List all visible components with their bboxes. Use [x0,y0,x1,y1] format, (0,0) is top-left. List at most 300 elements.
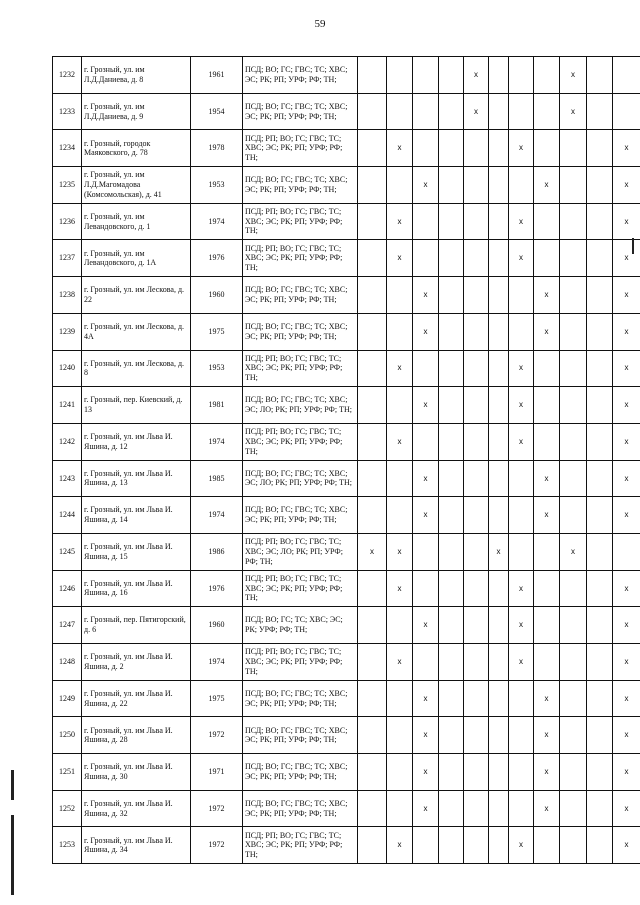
mark-cell [509,93,534,130]
year-cell: 1974 [191,203,243,240]
mark-cell [587,570,613,607]
mark-cell: x [387,203,413,240]
table-row [53,827,640,864]
address-cell: г. Грозный, ул. им Льва И. Яшина, д. 15 [82,533,191,570]
row-number: 1238 [53,277,82,314]
mark-cell [439,387,464,424]
mark-cell [587,790,613,827]
mark-cell [413,423,439,460]
mark-cell [358,350,387,387]
address-cell: г. Грозный, ул. им Лескова, д. 8 [82,350,191,387]
mark-cell [587,680,613,717]
mark-cell [560,680,587,717]
mark-cell: x [509,570,534,607]
mark-cell [560,717,587,754]
mark-cell [387,460,413,497]
row-number: 1236 [53,203,82,240]
mark-cell [489,387,509,424]
table-row [53,240,640,277]
mark-cell [387,717,413,754]
services-cell: ПСД; ВО; ГС; ГВС; ТС; ХВС; ЭС; РК; РП; УРФ; РФ; ТН; [243,313,358,350]
row-number: 1252 [53,790,82,827]
mark-cell [439,497,464,534]
mark-cell [358,130,387,167]
mark-cell: x [534,680,560,717]
mark-cell: x [509,607,534,644]
services-cell: ПСД; РП; ВО; ГС; ГВС; ТС; ХВС; ЭС; РК; РП; УРФ; РФ; ТН; [243,130,358,167]
address-cell: г. Грозный, ул. им Льва И. Яшина, д. 28 [82,717,191,754]
row-number: 1246 [53,570,82,607]
services-cell: ПСД; ВО; ГС; ГВС; ТС; ХВС; ЭС; РК; РП; УРФ; РФ; ТН; [243,790,358,827]
table-row [53,533,640,570]
mark-cell [464,570,489,607]
mark-cell [464,607,489,644]
services-cell: ПСД; РП; ВО; ГС; ГВС; ТС; ХВС; ЭС; РК; РП; УРФ; РФ; ТН; [243,644,358,681]
services-cell: ПСД; РП; ВО; ГС; ГВС; ТС; ХВС; ЭС; РК; РП; УРФ; РФ; ТН; [243,423,358,460]
mark-cell [534,644,560,681]
mark-cell [587,313,613,350]
mark-cell: x [613,460,640,497]
row-number: 1237 [53,240,82,277]
mark-cell: x [534,717,560,754]
address-cell: г. Грозный, ул. им Льва И. Яшина, д. 14 [82,497,191,534]
mark-cell [587,57,613,94]
mark-cell: x [613,423,640,460]
mark-cell [587,240,613,277]
mark-cell [358,387,387,424]
address-cell: г. Грозный, городок Маяковского, д. 78 [82,130,191,167]
mark-cell [560,460,587,497]
mark-cell [587,644,613,681]
mark-cell [439,680,464,717]
mark-cell [509,533,534,570]
mark-cell [439,533,464,570]
table-row [53,644,640,681]
year-cell: 1974 [191,497,243,534]
mark-cell: x [413,754,439,791]
mark-cell [560,754,587,791]
mark-cell: x [613,790,640,827]
year-cell: 1981 [191,387,243,424]
mark-cell [587,607,613,644]
mark-cell [439,130,464,167]
mark-cell: x [413,680,439,717]
mark-cell: x [509,827,534,864]
address-cell: г. Грозный, пер. Пятигорский, д. 6 [82,607,191,644]
mark-cell [587,387,613,424]
mark-cell [387,497,413,534]
mark-cell [587,93,613,130]
mark-cell: x [509,350,534,387]
mark-cell [387,607,413,644]
table-row [53,313,640,350]
services-cell: ПСД; ВО; ГС; ГВС; ТС; ХВС; ЭС; РК; РП; УРФ; РФ; ТН; [243,680,358,717]
mark-cell: x [534,460,560,497]
table-row [53,790,640,827]
mark-cell [358,460,387,497]
services-cell: ПСД; ВО; ГС; ГВС; ТС; ХВС; ЭС; РК; РП; УРФ; РФ; ТН; [243,167,358,204]
mark-cell [489,57,509,94]
address-cell: г. Грозный, ул. им Льва И. Яшина, д. 34 [82,827,191,864]
services-cell: ПСД; ВО; ГС; ГВС; ТС; ХВС; ЭС; ЛО; РК; РП; УРФ; РФ; ТН; [243,460,358,497]
mark-cell [560,607,587,644]
year-cell: 1953 [191,167,243,204]
mark-cell [387,680,413,717]
services-cell: ПСД; ВО; ГС; ГВС; ТС; ХВС; ЭС; ЛО; РК; РП; УРФ; РФ; ТН; [243,387,358,424]
mark-cell [387,790,413,827]
mark-cell [413,93,439,130]
services-cell: ПСД; РП; ВО; ГС; ГВС; ТС; ХВС; ЭС; ЛО; РК; РП; УРФ; РФ; ТН; [243,533,358,570]
address-cell: г. Грозный, ул. им Льва И. Яшина, д. 16 [82,570,191,607]
mark-cell [560,497,587,534]
mark-cell [464,350,489,387]
mark-cell: x [613,607,640,644]
year-cell: 1976 [191,570,243,607]
mark-cell [534,350,560,387]
mark-cell: x [509,130,534,167]
address-cell: г. Грозный, пер. Киевский, д. 13 [82,387,191,424]
mark-cell: x [387,130,413,167]
mark-cell: x [413,313,439,350]
mark-cell [489,460,509,497]
mark-cell [413,350,439,387]
mark-cell: x [413,497,439,534]
mark-cell [464,827,489,864]
mark-cell: x [413,607,439,644]
services-cell: ПСД; РП; ВО; ГС; ГВС; ТС; ХВС; ЭС; РК; РП; УРФ; РФ; ТН; [243,240,358,277]
mark-cell [613,93,640,130]
mark-cell [534,570,560,607]
mark-cell [439,203,464,240]
mark-cell: x [613,387,640,424]
housing-table [52,56,640,864]
mark-cell [587,497,613,534]
mark-cell: x [413,790,439,827]
mark-cell: x [387,350,413,387]
mark-cell [413,240,439,277]
year-cell: 1985 [191,460,243,497]
mark-cell [464,167,489,204]
mark-cell [489,423,509,460]
mark-cell [560,313,587,350]
mark-cell [534,130,560,167]
mark-cell [439,93,464,130]
table-row [53,460,640,497]
mark-cell [509,167,534,204]
table-row [53,203,640,240]
mark-cell [358,827,387,864]
mark-cell [509,460,534,497]
mark-cell: x [534,313,560,350]
mark-cell [560,644,587,681]
table-row [53,387,640,424]
mark-cell [464,790,489,827]
row-number: 1240 [53,350,82,387]
mark-cell: x [613,130,640,167]
table-row [53,130,640,167]
mark-cell [439,717,464,754]
mark-cell [489,313,509,350]
mark-cell [534,93,560,130]
page-number: 59 [314,18,326,30]
mark-cell: x [413,717,439,754]
table-row [53,57,640,94]
mark-cell [387,754,413,791]
mark-cell [489,167,509,204]
services-cell: ПСД; ВО; ГС; ГВС; ТС; ХВС; ЭС; РК; РП; УРФ; РФ; ТН; [243,57,358,94]
year-cell: 1972 [191,827,243,864]
year-cell: 1972 [191,717,243,754]
mark-cell [413,57,439,94]
mark-cell [358,313,387,350]
mark-cell [509,717,534,754]
mark-cell [534,607,560,644]
mark-cell: x [509,644,534,681]
mark-cell [587,203,613,240]
mark-cell [489,607,509,644]
year-cell: 1975 [191,313,243,350]
services-cell: ПСД; РП; ВО; ГС; ГВС; ТС; ХВС; ЭС; РК; РП; УРФ; РФ; ТН; [243,203,358,240]
year-cell: 1976 [191,240,243,277]
row-number: 1251 [53,754,82,791]
mark-cell [560,827,587,864]
mark-cell [464,313,489,350]
year-cell: 1975 [191,680,243,717]
mark-cell: x [413,387,439,424]
mark-cell: x [509,387,534,424]
mark-cell [534,240,560,277]
year-cell: 1978 [191,130,243,167]
mark-cell [560,387,587,424]
row-number: 1241 [53,387,82,424]
services-cell: ПСД; РП; ВО; ГС; ГВС; ТС; ХВС; ЭС; РК; РП; УРФ; РФ; ТН; [243,350,358,387]
table-row [53,570,640,607]
mark-cell [560,130,587,167]
mark-cell [464,533,489,570]
mark-cell [358,240,387,277]
mark-cell: x [413,167,439,204]
address-cell: г. Грозный, ул. им Льва И. Яшина, д. 22 [82,680,191,717]
mark-cell [358,93,387,130]
mark-cell [464,717,489,754]
mark-cell: x [387,423,413,460]
mark-cell: x [387,644,413,681]
row-number: 1243 [53,460,82,497]
mark-cell: x [613,644,640,681]
mark-cell: x [613,754,640,791]
row-number: 1245 [53,533,82,570]
mark-cell: x [509,240,534,277]
mark-cell [387,167,413,204]
address-cell: г. Грозный, ул. им Льва И. Яшина, д. 2 [82,644,191,681]
address-cell: г. Грозный, ул. им Льва И. Яшина, д. 32 [82,790,191,827]
mark-cell [587,423,613,460]
address-cell: г. Грозный, ул. им Лескова, д. 22 [82,277,191,314]
mark-cell [587,460,613,497]
table-row [53,93,640,130]
address-cell: г. Грозный, ул. им Л.Д.Магомадова (Комсомольская), д. 41 [82,167,191,204]
mark-cell [489,827,509,864]
mark-cell: x [613,570,640,607]
mark-cell: x [560,93,587,130]
mark-cell: x [613,277,640,314]
mark-cell [387,277,413,314]
mark-cell [439,570,464,607]
mark-cell: x [613,717,640,754]
address-cell: г. Грозный, ул. им Льва И. Яшина, д. 13 [82,460,191,497]
address-cell: г. Грозный, ул. им Левандовского, д. 1А [82,240,191,277]
address-cell: г. Грозный, ул. им Левандовского, д. 1 [82,203,191,240]
mark-cell [358,497,387,534]
row-number: 1234 [53,130,82,167]
mark-cell [358,277,387,314]
services-cell: ПСД; ВО; ГС; ГВС; ТС; ХВС; ЭС; РК; РП; УРФ; РФ; ТН; [243,497,358,534]
mark-cell [509,277,534,314]
mark-cell [509,497,534,534]
row-number: 1248 [53,644,82,681]
mark-cell [439,644,464,681]
mark-cell: x [534,277,560,314]
mark-cell: x [613,350,640,387]
table-row [53,167,640,204]
table-row [53,607,640,644]
year-cell: 1953 [191,350,243,387]
mark-cell [413,827,439,864]
mark-cell [489,93,509,130]
mark-cell [464,387,489,424]
mark-cell [464,277,489,314]
mark-cell [439,167,464,204]
mark-cell [587,533,613,570]
mark-cell: x [613,680,640,717]
row-number: 1232 [53,57,82,94]
mark-cell [509,57,534,94]
mark-cell [464,680,489,717]
mark-cell [439,790,464,827]
mark-cell [413,533,439,570]
mark-cell: x [464,57,489,94]
row-number: 1239 [53,313,82,350]
mark-cell [560,277,587,314]
services-cell: ПСД; ВО; ГС; ТС; ХВС; ЭС; РК; УРФ; РФ; ТН; [243,607,358,644]
mark-cell [534,827,560,864]
mark-cell [464,497,489,534]
mark-cell [489,644,509,681]
mark-cell [439,607,464,644]
mark-cell: x [534,497,560,534]
address-cell: г. Грозный, ул. им Льва И. Яшина, д. 12 [82,423,191,460]
mark-cell [413,570,439,607]
mark-cell: x [560,533,587,570]
mark-cell [413,644,439,681]
mark-cell [489,350,509,387]
mark-cell [560,570,587,607]
address-cell: г. Грозный, ул. им Льва И. Яшина, д. 30 [82,754,191,791]
mark-cell [560,203,587,240]
services-cell: ПСД; ВО; ГС; ГВС; ТС; ХВС; ЭС; РК; РП; УРФ; РФ; ТН; [243,93,358,130]
mark-cell: x [489,533,509,570]
mark-cell: x [509,203,534,240]
mark-cell [560,240,587,277]
mark-cell [560,423,587,460]
mark-cell [464,644,489,681]
mark-cell [489,277,509,314]
row-number: 1235 [53,167,82,204]
mark-cell [560,167,587,204]
mark-cell [387,387,413,424]
mark-cell: x [358,533,387,570]
mark-cell [509,790,534,827]
mark-cell: x [613,167,640,204]
mark-cell [587,350,613,387]
mark-cell [613,533,640,570]
row-number: 1250 [53,717,82,754]
mark-cell [358,754,387,791]
services-cell: ПСД; РП; ВО; ГС; ГВС; ТС; ХВС; ЭС; РК; РП; УРФ; РФ; ТН; [243,570,358,607]
mark-cell [489,754,509,791]
mark-cell [358,203,387,240]
mark-cell [587,167,613,204]
mark-cell [439,277,464,314]
mark-cell [439,827,464,864]
mark-cell: x [387,240,413,277]
year-cell: 1971 [191,754,243,791]
table-row [53,754,640,791]
mark-cell [439,240,464,277]
table-row [53,277,640,314]
table-row [53,423,640,460]
mark-cell: x [387,533,413,570]
address-cell: г. Грозный, ул. им Л.Д.Даниева, д. 8 [82,57,191,94]
mark-cell [587,277,613,314]
mark-cell [587,130,613,167]
mark-cell: x [613,827,640,864]
services-cell: ПСД; РП; ВО; ГС; ГВС; ТС; ХВС; ЭС; РК; РП; УРФ; РФ; ТН; [243,827,358,864]
mark-cell [509,754,534,791]
mark-cell: x [534,167,560,204]
year-cell: 1961 [191,57,243,94]
mark-cell [387,57,413,94]
mark-cell [439,57,464,94]
mark-cell: x [613,497,640,534]
mark-cell [358,644,387,681]
table-row [53,497,640,534]
mark-cell [387,93,413,130]
row-number: 1249 [53,680,82,717]
row-number: 1233 [53,93,82,130]
mark-cell: x [534,754,560,791]
mark-cell [560,790,587,827]
mark-cell [464,460,489,497]
scan-edge-mark [11,815,14,895]
mark-cell [439,754,464,791]
mark-cell [489,570,509,607]
row-number: 1247 [53,607,82,644]
mark-cell [534,203,560,240]
mark-cell [439,350,464,387]
mark-cell [358,570,387,607]
mark-cell [413,130,439,167]
mark-cell: x [613,240,640,277]
mark-cell [489,497,509,534]
year-cell: 1960 [191,277,243,314]
mark-cell [534,387,560,424]
mark-cell: x [534,790,560,827]
mark-cell [509,313,534,350]
mark-cell: x [413,277,439,314]
mark-cell [464,203,489,240]
mark-cell [358,680,387,717]
